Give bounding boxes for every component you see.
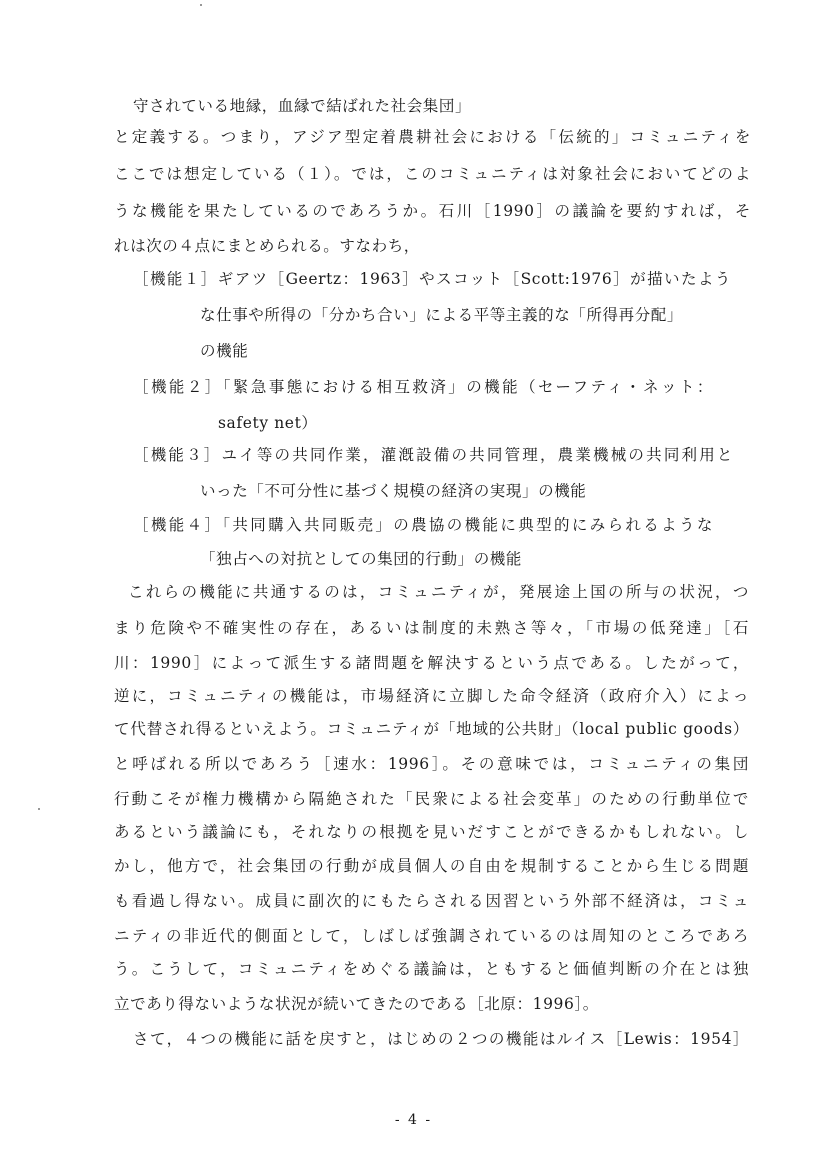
body-line: これらの機能に共通するのは，コミュニティが，発展途上国の所与の状況，つ: [128, 583, 749, 601]
body-line: うな機能を果たしているのであろうか。石川［1990］の議論を要約すれば，そ: [114, 202, 751, 220]
body-line: さて，４つの機能に話を戻すと，はじめの２つの機能はルイス［Lewis：1954］: [133, 1030, 749, 1048]
function-4-line: 「独占への対抗としての集団的行動」の機能: [200, 550, 523, 568]
function-4-line: ［機能４］「共同購入共同販売」の農協の機能に典型的にみられるような: [133, 516, 713, 534]
body-line: ニティの非近代的側面として，しばしば強調されているのは周知のところであろ: [114, 927, 749, 945]
function-1-line: な仕事や所得の「分かち合い」による平等主義的な「所得再分配」: [200, 306, 684, 324]
function-2-line: ［機能２］「緊急事態における相互救済」の機能（セーフティ・ネット：: [133, 378, 713, 396]
function-2-line: safety net）: [218, 414, 318, 432]
function-3-line: ［機能３］ユイ等の共同作業，灌漑設備の共同管理，農業機械の共同利用と: [133, 446, 733, 464]
body-line: れは次の４点にまとめられる。すなわち，: [114, 237, 420, 255]
body-line: 行動こそが権力機構から隔絶された「民衆による社会変革」のための行動単位で: [114, 790, 749, 808]
function-1-line: ［機能１］ギアツ［Geertz：1963］やスコット［Scott:1976］が描いたよう: [133, 270, 731, 288]
body-line: う。こうして，コミュニティをめぐる議論は，ともすると価値判断の介在とは独: [114, 960, 749, 978]
body-line: 守されている地縁，血縁で結ばれた社会集団」: [133, 97, 472, 115]
body-line: も看過し得ない。成員に副次的にもたらされる因習という外部不経済は，コミュ: [114, 892, 749, 910]
body-line: と定義する。つまり，アジア型定着農耕社会における「伝統的」コミュニティを: [114, 128, 751, 146]
function-1-line: の機能: [200, 342, 249, 360]
body-line: ここでは想定している（１）。では，このコミュニティは対象社会においてどのよ: [114, 165, 751, 183]
body-line: あるという議論にも，それなりの根拠を見いだすことができるかもしれない。し: [114, 823, 749, 841]
scan-speck: [200, 4, 202, 6]
body-line: と呼ばれる所以であろう［速水：1996］。その意味では，コミュニティの集団: [114, 755, 749, 773]
page-number: - 4 -: [394, 1112, 433, 1128]
function-3-line: いった「不可分性に基づく規模の経済の実現」の機能: [200, 482, 587, 500]
body-line: て代替され得るといえよう。コミュニティが「地域的公共財」（local public goods）: [114, 720, 749, 738]
scan-speck: [38, 808, 40, 810]
body-line: 川：1990］によって派生する諸問題を解決するという点である。したがって，: [114, 654, 749, 672]
body-line: 逆に，コミュニティの機能は，市場経済に立脚した命令経済（政府介入）によっ: [114, 687, 749, 705]
body-line: 立であり得ないような状況が続いてきたのである［北原：1996］。: [114, 995, 599, 1013]
body-line: まり危険や不確実性の存在，あるいは制度的未熟さ等々，「市場の低発達」［石: [114, 619, 749, 637]
body-line: かし，他方で，社会集団の行動が成員個人の自由を規制することから生じる問題: [114, 857, 749, 875]
